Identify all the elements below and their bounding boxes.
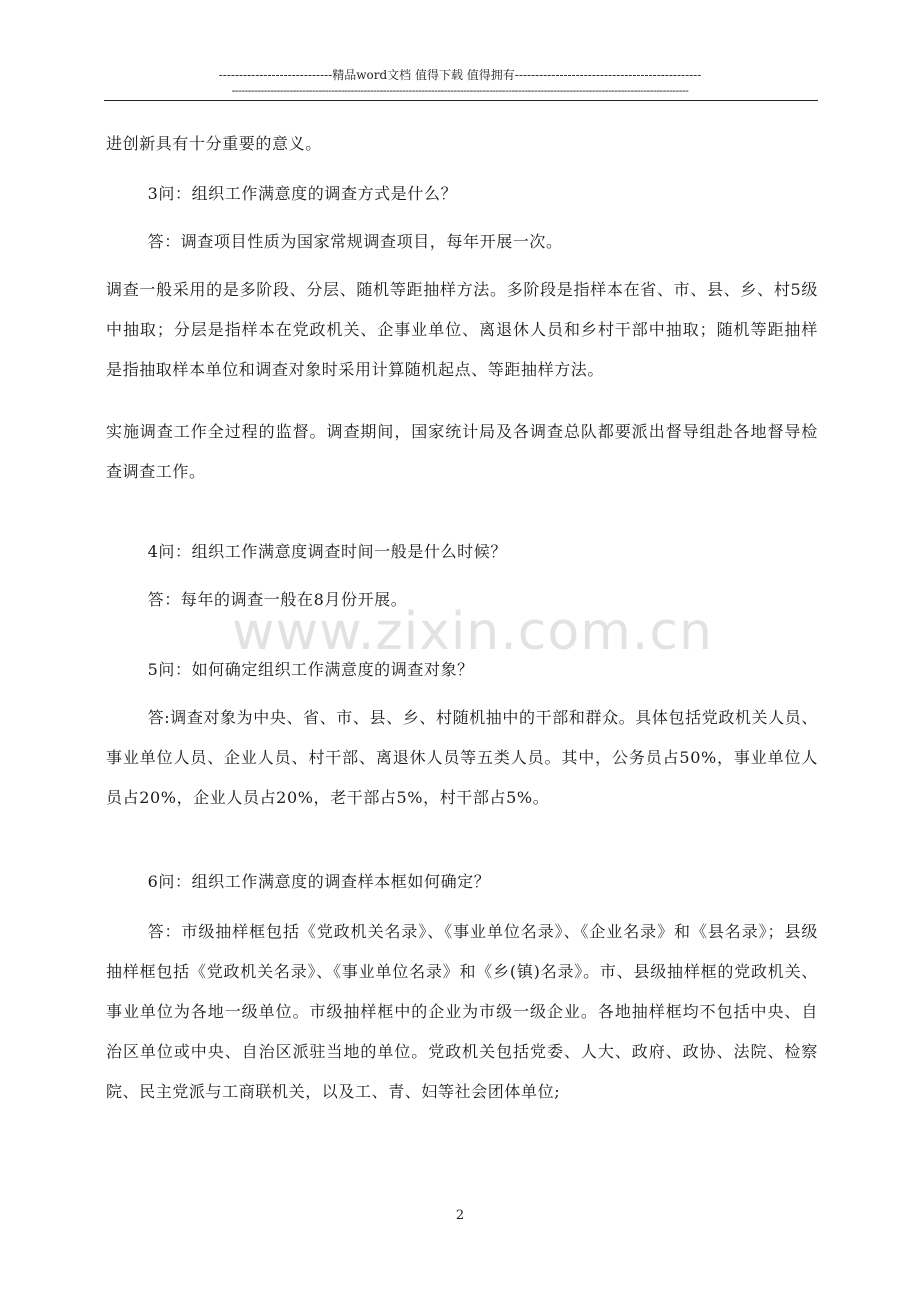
- question-6: 6问：组织工作满意度的调查样本框如何确定？: [147, 872, 491, 891]
- answer-3-method: 调查一般采用的是多阶段、分层、随机等距抽样方法。多阶段是指样本在省、市、县、乡、村5级中抽取；分层是指样本在党政机关、企事业单位、离退休人员和乡村干部中抽取；随机等距抽样是指抽取样本单位和调查对象时采用计算随机起点、等距抽样方法。: [106, 280, 818, 379]
- answer-6: 答：市级抽样框包括《党政机关名录》、《事业单位名录》、《企业名录》和《县名录》；县级抽样框包括《党政机关名录》、《事业单位名录》和《乡(镇)名录》。市、县级抽样框的党政机关、事业单位为各地一级单位。市级抽样框中的企业为市级一级企业。各地抽样框均不包括中央、自治区单位或中央、自治区派驻当地的单位。党政机关包括党委、人大、政府、政协、法院、检察院、民主党派与工商联机关，以及工、青、妇等社会团体单位;: [106, 922, 818, 1101]
- watermark-text: www.zixin.com.cn: [232, 602, 713, 662]
- question-4: 4问：组织工作满意度调查时间一般是什么时候？: [147, 542, 507, 561]
- answer-5: 答:调查对象为中央、省、市、县、乡、村随机抽中的干部和群众。具体包括党政机关人员、事业单位人员、企业人员、村干部、离退休人员等五类人员。其中，公务员占50%，事业单位人员占20%，企业人员占20%，老干部占5%，村干部占5%。: [106, 708, 818, 807]
- header-rule: [104, 100, 818, 101]
- page-number: 2: [455, 1208, 465, 1223]
- header-dash-line: ----------------------------------------------------------------------------------------------------------------------------------------------: [231, 84, 689, 97]
- header-title-line: ----------------------------精品word文档 值得下载 值得拥有----------------------------------------------: [218, 68, 702, 82]
- paragraph-intro: 进创新具有十分重要的意义。: [106, 134, 322, 153]
- answer-3: 答：调查项目性质为国家常规调查项目，每年开展一次。: [147, 232, 563, 251]
- question-3: 3问：组织工作满意度的调查方式是什么？: [147, 184, 458, 203]
- question-5: 5问：如何确定组织工作满意度的调查对象？: [147, 660, 474, 679]
- answer-3-supervision: 实施调查工作全过程的监督。调查期间，国家统计局及各调查总队都要派出督导组赴各地督导检查调查工作。: [106, 422, 818, 481]
- answer-4: 答：每年的调查一般在8月份开展。: [147, 590, 408, 609]
